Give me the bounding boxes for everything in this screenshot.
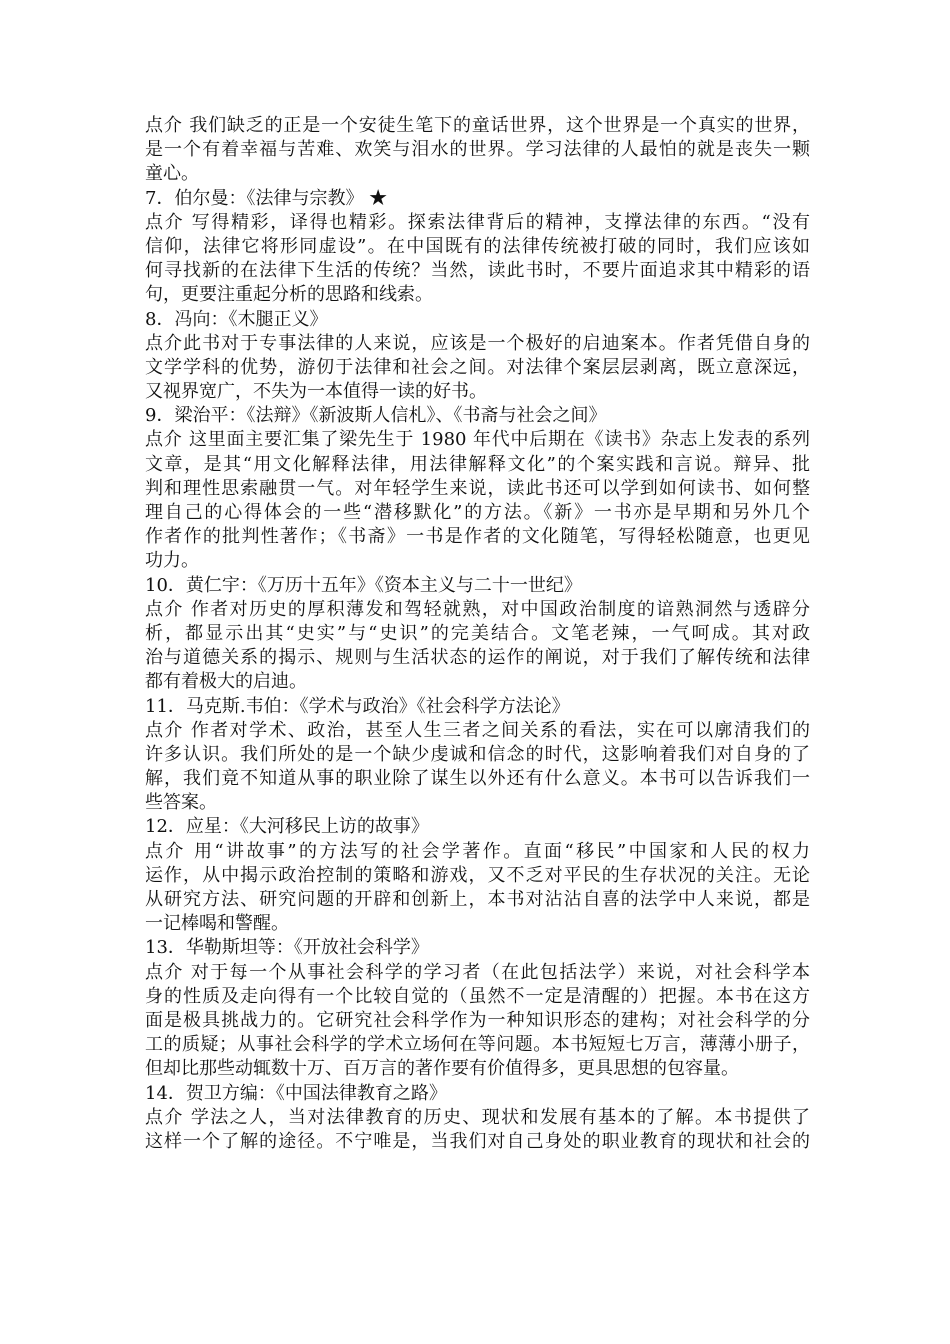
text-line: 点介 用“讲故事”的方法写的社会学著作。直面“移民”中国家和人民的权力 <box>145 840 810 862</box>
text-line: 作者作的批判性著作；《书斋》一书是作者的文化随笔，写得轻松随意，也更见 <box>145 526 810 548</box>
text-line: 是一个有着幸福与苦难、欢笑与泪水的世界。学习法律的人最怕的就是丧失一颗 <box>145 139 810 161</box>
text-line: 面是极具挑战力的。它研究社会科学作为一种知识形态的建构；对社会科学的分 <box>145 1009 810 1031</box>
text-line: 12．应星：《大河移民上访的故事》 <box>145 816 429 838</box>
text-line: 但却比那些动辄数十万、百万言的著作要有价值得多，更具思想的包容量。 <box>145 1058 739 1080</box>
text-line: 析，都显示出其“史实”与“史识”的完美结合。文笔老辣，一气呵成。其对政 <box>145 622 810 644</box>
text-line: 点介 作者对历史的厚积薄发和驾轻就熟，对中国政治制度的谙熟洞然与透辟分 <box>145 598 810 620</box>
text-line: 点介此书对于专事法律的人来说，应该是一个极好的启迪案本。作者凭借自身的 <box>145 332 810 354</box>
text-line: 许多认识。我们所处的是一个缺少虔诚和信念的时代，这影响着我们对自身的了 <box>145 743 810 765</box>
text-line: 8．冯向：《木腿正义》 <box>145 308 328 330</box>
text-line: 运作，从中揭示政治控制的策略和游戏，又不乏对平民的生存状况的关注。无论 <box>145 864 810 886</box>
text-line: 点介 我们缺乏的正是一个安徒生笔下的童话世界，这个世界是一个真实的世界， <box>145 115 810 136</box>
text-line: 功力。 <box>145 550 199 572</box>
text-line: 文学学科的优势，游仞于法律和社会之间。对法律个案层层剥离，既立意深远， <box>145 356 810 378</box>
text-line: 点介 作者对学术、政治，甚至人生三者之间关系的看法，实在可以廓清我们的 <box>145 719 810 741</box>
text-line: 7．伯尔曼：《法律与宗教》 ★ <box>145 187 388 209</box>
text-line: 信仰，法律它将形同虚设”。在中国既有的法律传统被打破的同时，我们应该如 <box>145 235 810 257</box>
text-line: 工的质疑；从事社会科学的学术立场何在等问题。本书短短七万言，薄薄小册子， <box>145 1034 810 1056</box>
text-line: 些答案。 <box>145 792 217 814</box>
text-line: 点介 这里面主要汇集了梁先生于 1980 年代中后期在《读书》杂志上发表的系列 <box>145 429 810 451</box>
text-line: 点介 学法之人，当对法律教育的历史、现状和发展有基本的了解。本书提供了 <box>145 1106 810 1128</box>
text-line: 13．华勒斯坦等：《开放社会科学》 <box>145 937 429 959</box>
text-line: 又视界宽广，不失为一本值得一读的好书。 <box>145 381 487 403</box>
text-line: 理自己的心得体会的一些“潜移默化”的方法。《新》一书亦是早期和另外几个 <box>145 502 810 523</box>
text-line: 句，更要注重起分析的思路和线索。 <box>145 284 433 306</box>
text-line: 解，我们竟不知道从事的职业除了谋生以外还有什么意义。本书可以告诉我们一 <box>145 768 810 790</box>
document-body <box>145 114 810 1154</box>
text-line: 10．黄仁宇：《万历十五年》《资本主义与二十一世纪》 <box>145 574 582 596</box>
text-line: 从研究方法、研究问题的开辟和创新上，本书对沾沾自喜的法学中人来说，都是 <box>145 889 810 910</box>
text-line: 11．马克斯.韦伯：《学术与政治》《社会科学方法论》 <box>145 695 570 717</box>
text-line: 都有着极大的启迪。 <box>145 671 307 693</box>
text-line: 9．梁治平：《法辩》《新波斯人信札》、《书斋与社会之间》 <box>145 405 607 427</box>
text-line: 点介 对于每一个从事社会科学的学习者（在此包括法学）来说，对社会科学本 <box>145 961 810 983</box>
text-line: 何寻找新的在法律下生活的传统？当然，读此书时，不要片面追求其中精彩的语 <box>145 260 810 282</box>
text-line: 这样一个了解的途径。不宁唯是，当我们对自己身处的职业教育的现状和社会的 <box>145 1130 810 1152</box>
text-line: 一记棒喝和警醒。 <box>145 913 289 935</box>
text-line: 治与道德关系的揭示、规则与生活状态的运作的阐说，对于我们了解传统和法律 <box>145 647 810 669</box>
text-line: 判和理性思索融贯一气。对年轻学生来说，读此书还可以学到如何读书、如何整 <box>145 477 810 499</box>
text-line: 身的性质及走向得有一个比较自觉的（虽然不一定是清醒的）把握。本书在这方 <box>145 985 810 1007</box>
text-line: 文章，是其“用文化解释法律，用法律解释文化”的个案实践和言说。辩异、批 <box>145 453 810 475</box>
text-line: 点介 写得精彩，译得也精彩。探索法律背后的精神，支撑法律的东西。“没有 <box>145 211 810 233</box>
text-line: 14．贺卫方编：《中国法律教育之路》 <box>145 1082 447 1104</box>
text-line: 童心。 <box>145 163 199 185</box>
